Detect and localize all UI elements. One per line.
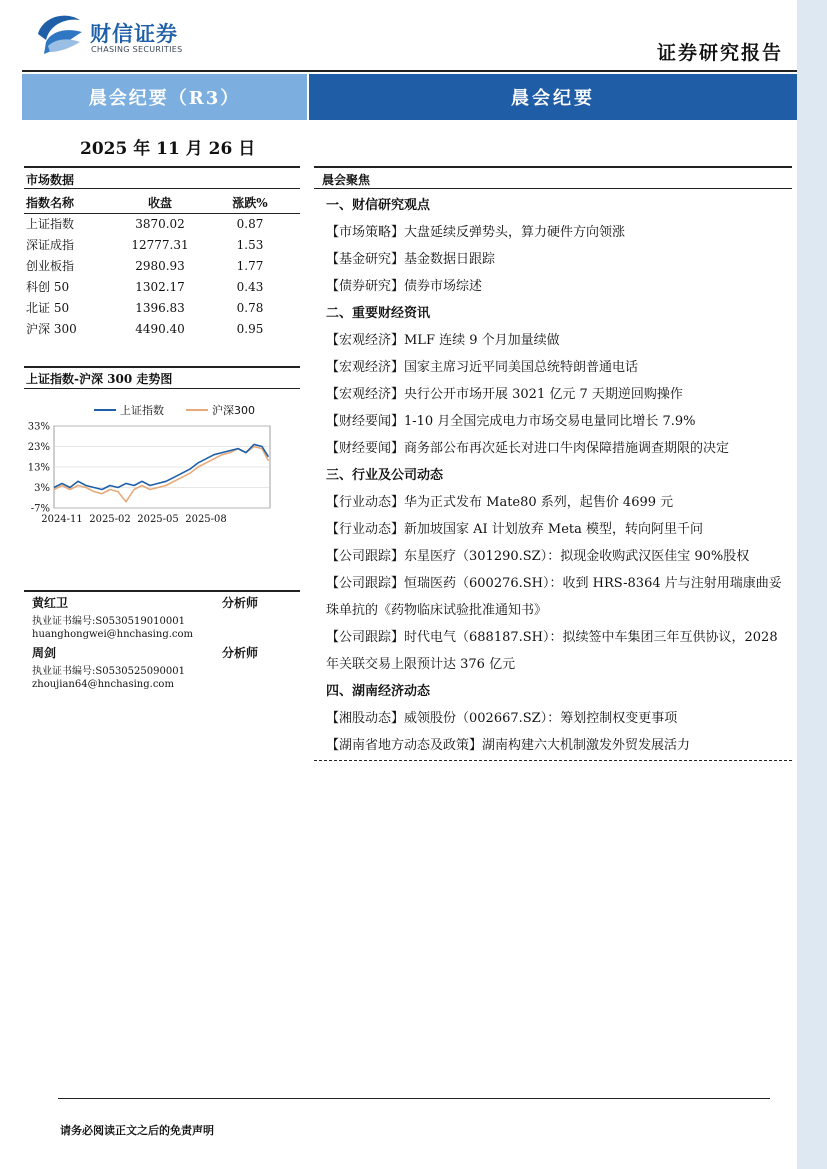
index-close: 1302.17 <box>135 279 185 294</box>
focus-heading-rule <box>314 188 792 189</box>
y-tick-label: -7% <box>30 503 50 515</box>
banner-right-title: 晨会纪要 <box>309 74 797 120</box>
report-date: 2025 年 11 月 26 日 <box>80 139 256 159</box>
index-name: 上证指数 <box>26 217 75 232</box>
analyst-cert: 执业证书编号:S0530519010001 <box>32 616 185 627</box>
logo-mark-icon <box>36 12 84 56</box>
index-close: 4490.40 <box>135 321 185 336</box>
analyst-role: 分析师 <box>222 596 259 610</box>
news-item[interactable]: 【财经要闻】1-10 月全国完成电力市场交易电量同比增长 7.9% <box>326 414 696 429</box>
focus-news-list <box>326 192 788 759</box>
index-close: 12777.31 <box>131 237 189 252</box>
table-row <box>24 318 300 339</box>
table-row <box>24 297 300 318</box>
chart-title: 上证指数-沪深 300 走势图 <box>26 372 173 386</box>
col-header-change: 涨跌% <box>232 196 268 211</box>
legend-label: 上证指数 <box>120 404 164 417</box>
col-header-close: 收盘 <box>147 196 172 211</box>
index-close: 2980.93 <box>135 258 185 273</box>
index-change: 0.87 <box>236 216 264 231</box>
table-row <box>24 255 300 276</box>
news-item[interactable]: 【公司跟踪】东星医疗（301290.SZ）：拟现金收购武汉医佳宝 90%股权 <box>326 549 750 564</box>
analyst-top-rule <box>24 590 300 592</box>
logo-name-cn: 财信证券 <box>90 22 178 46</box>
logo-name-en: CHASING SECURITIES <box>91 45 183 54</box>
disclaimer-note: 请务必阅读正文之后的免责声明 <box>60 1124 214 1137</box>
banner-left-title: 晨会纪要（R3） <box>22 74 307 120</box>
report-type: 证券研究报告 <box>656 42 783 64</box>
analyst-card <box>32 594 259 641</box>
legend-label: 沪深300 <box>212 404 255 417</box>
group-title: 四、湖南经济动态 <box>326 684 431 699</box>
index-name: 创业板指 <box>26 259 75 273</box>
x-tick-label: 2025-02 <box>89 514 131 525</box>
news-item[interactable]: 【湘股动态】威领股份（002667.SZ）：筹划控制权变更事项 <box>326 711 678 726</box>
company-logo <box>36 12 206 58</box>
analyst-email[interactable]: zhoujian64@hnchasing.com <box>32 679 174 690</box>
index-change: 1.77 <box>236 258 264 273</box>
focus-top-rule <box>314 166 792 168</box>
analyst-name: 周剑 <box>32 646 57 660</box>
news-item[interactable]: 【行业动态】新加坡国家 AI 计划放弃 Meta 模型，转向阿里千问 <box>326 522 704 537</box>
table-row <box>24 234 300 255</box>
analyst-role: 分析师 <box>222 646 259 660</box>
page-side-strip <box>797 0 827 1169</box>
news-item[interactable]: 【公司跟踪】恒瑞医药（600276.SH）：收到 HRS-8364 片与注射用瑞康曲妥珠单抗的《药物临床试验批准通知书》 <box>326 576 782 618</box>
news-item[interactable]: 【财经要闻】商务部公布再次延长对进口牛肉保障措施调查期限的决定 <box>326 441 730 456</box>
news-item[interactable]: 【基金研究】基金数据日跟踪 <box>326 252 496 267</box>
y-tick-label: 33% <box>27 421 50 433</box>
index-name: 沪深 300 <box>26 322 77 336</box>
analyst-cert: 执业证书编号:S0530525090001 <box>32 666 185 677</box>
news-item[interactable]: 【公司跟踪】时代电气（688187.SH）：拟续签中车集团三年互供协议，2028 年关联交易上限预计达 376 亿元 <box>326 630 778 672</box>
col-header-index: 指数名称 <box>26 196 75 211</box>
index-change: 0.78 <box>236 300 264 315</box>
market-top-rule <box>24 166 300 168</box>
index-change: 1.53 <box>236 237 264 252</box>
index-name: 北证 50 <box>26 301 70 315</box>
table-row <box>24 276 300 297</box>
news-item[interactable]: 【市场策略】大盘延续反弹势头，算力硬件方向领涨 <box>326 225 626 240</box>
news-item[interactable]: 【宏观经济】国家主席习近平同美国总统特朗普通电话 <box>326 360 639 375</box>
index-close: 1396.83 <box>135 300 185 315</box>
y-tick-label: 3% <box>34 483 50 494</box>
group-title: 二、重要财经资讯 <box>326 306 431 321</box>
y-tick-label: 23% <box>27 442 50 453</box>
news-item[interactable]: 【行业动态】华为正式发布 Mate80 系列，起售价 4699 元 <box>326 495 674 510</box>
x-tick-label: 2025-08 <box>185 514 227 525</box>
table-row <box>24 213 300 234</box>
index-change: 0.95 <box>236 321 264 336</box>
market-table <box>24 193 300 339</box>
focus-heading: 晨会聚焦 <box>322 173 371 187</box>
focus-bottom-rule <box>314 760 792 761</box>
index-name: 深证成指 <box>26 238 75 252</box>
analyst-name: 黄红卫 <box>32 596 69 610</box>
news-item[interactable]: 【宏观经济】央行公开市场开展 3021 亿元 7 天期逆回购操作 <box>326 387 683 402</box>
market-table-header <box>24 193 300 213</box>
header-divider <box>22 70 797 72</box>
x-tick-label: 2025-05 <box>137 514 179 525</box>
trend-chart <box>24 396 300 532</box>
analyst-card <box>32 644 259 691</box>
chart-top-rule <box>24 366 300 368</box>
market-heading-rule <box>24 188 300 189</box>
group-title: 一、财信研究观点 <box>326 198 431 213</box>
news-item[interactable]: 【宏观经济】MLF 连续 9 个月加量续做 <box>326 333 560 348</box>
news-item[interactable]: 【湖南省地方动态及政策】湖南构建六大机制激发外贸发展活力 <box>326 738 691 753</box>
market-heading: 市场数据 <box>26 173 75 187</box>
index-name: 科创 50 <box>26 280 70 294</box>
x-tick-label: 2024-11 <box>41 514 83 525</box>
index-close: 3870.02 <box>135 216 185 231</box>
chart-heading-rule <box>24 388 300 389</box>
news-item[interactable]: 【债券研究】债券市场综述 <box>326 279 483 294</box>
group-title: 三、行业及公司动态 <box>326 468 444 483</box>
index-change: 0.43 <box>236 279 264 294</box>
y-tick-label: 13% <box>27 462 50 474</box>
analyst-email[interactable]: huanghongwei@hnchasing.com <box>32 629 194 640</box>
footer-divider <box>58 1098 770 1099</box>
